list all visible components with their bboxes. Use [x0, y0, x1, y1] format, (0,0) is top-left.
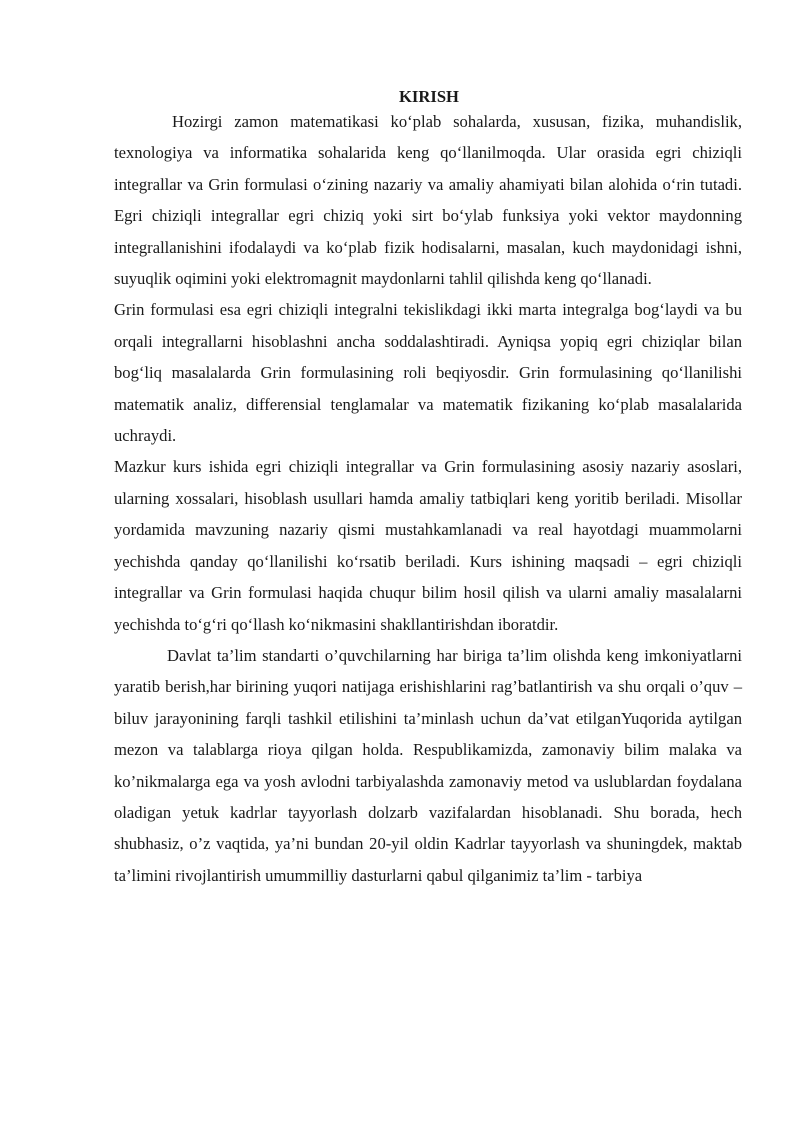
document-page — [114, 86, 742, 891]
paragraph-intro: Hozirgi zamon matematikasi ko‘plab sohalarda, xususan, fizika, muhandislik, texnologiya va informatika sohalarida keng qo‘llanilmoqda. Ular orasida egri chiziqli integrallar va Grin formulasi o‘zining nazariy va amaliy ahamiyati bilan alohida o‘rin tutadi. Egri chiziqli integrallar egri chiziq yoki sirt bo‘ylab funksiya yoki vektor maydonning integrallanishini ifodalaydi va ko‘plab fizik hodisalarni, masalan, kuch maydonidagi ishni, suyuqlik oqimini yoki elektromagnit maydonlarni tahlil qilishda keng qo‘llanadi. — [114, 112, 742, 289]
paragraph-green-formula: Grin formulasi esa egri chiziqli integralni tekislikdagi ikki marta integralga bog‘laydi va bu orqali integrallarni hisoblashni ancha soddalashtiradi. Ayniqsa yopiq egri chiziqlar bilan bog‘liq masalalarda Grin formulasining roli beqiyosdir. Grin formulasining qo‘llanilishi matematik analiz, differensial tenglamalar va matematik fizikaning ko‘plab masalalarida uchraydi. — [114, 300, 742, 446]
paragraph-education-standard: Davlat ta’lim standarti o’quvchilarning har biriga ta’lim olishda keng imkoniyatlarni yaratib berish,har birining yuqori natijaga erishishlarini rag’batlantirish va shu orqali o’quv – biluv jarayonining farqli tashkil etilishini ta’minlash uchun da’vat etilganYuqorida aytilgan mezon va talablarga rioya qilgan holda. Respublikamizda, zamonaviy bilim malaka va ko’nikmalarga ega va yosh avlodni tarbiyalashda zamonaviy metod va uslublardan foydalana oladigan yetuk kadrlar tayyorlash dolzarb vazifalardan hisoblanadi. Shu borada, hech shubhasiz, o’z vaqtida, ya’ni bundan 20-yil oldin Kadrlar tayyorlash va shuningdek, maktab ta’limini rivojlantirish umummilliy dasturlarni qabul qilganimiz ta’lim - tarbiya — [114, 645, 742, 885]
paragraph-course-goal: Mazkur kurs ishida egri chiziqli integrallar va Grin formulasining asosiy nazariy asoslari, ularning xossalari, hisoblash usullari hamda amaliy tatbiqlari keng yoritib beriladi. Misollar yordamida mavzuning nazariy qismi mustahkamlanadi va real hayotdagi muammolarni yechishda qanday qo‘llanilishi ko‘rsatib beriladi. Kurs ishining maqsadi – egri chiziqli integrallar va Grin formulasi haqida chuqur bilim hosil qilish va ularni amaliy masalalarni yechishda to‘g‘ri qo‘llash ko‘nikmasini shakllantirishdan iboratdir. — [114, 457, 742, 634]
section-title: KIRISH — [399, 87, 459, 106]
